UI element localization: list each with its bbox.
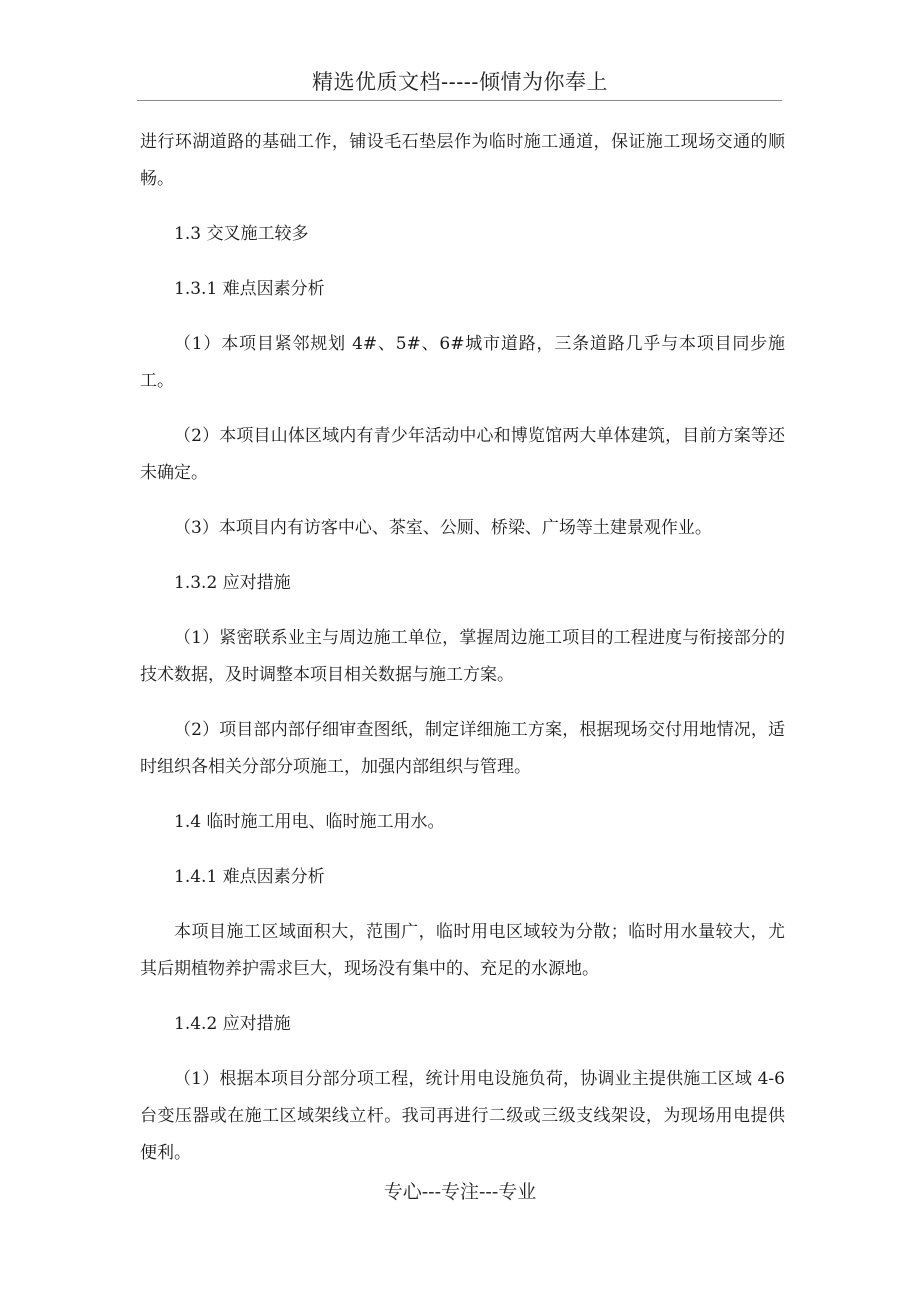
document-body [140, 124, 785, 1190]
paragraph-1-3-1-item-1: （1）本项目紧邻规划 4#、5#、6#城市道路，三条道路几乎与本项目同步施工。 [140, 334, 785, 391]
section-heading-1-4: 1.4 临时施工用电、临时施工用水。 [174, 812, 445, 832]
subsection-heading-1-3-1: 1.3.1 难点因素分析 [174, 279, 325, 299]
page-header-title: 精选优质文档-----倾情为你奉上 [312, 70, 608, 94]
paragraph-1-3-2-item-2: （2）项目部内部仔细审查图纸，制定详细施工方案，根据现场交付用地情况，适时组织各相关分部分项施工，加强内部组织与管理。 [140, 720, 785, 777]
paragraph-continuation: 进行环湖道路的基础工作，铺设毛石垫层作为临时施工通道，保证施工现场交通的顺畅。 [140, 132, 785, 189]
page-footer: 专心---专注---专业 [383, 1181, 537, 1203]
section-heading-1-3: 1.3 交叉施工较多 [174, 224, 309, 244]
paragraph-1-4-1-body: 本项目施工区域面积大，范围广，临时用电区域较为分散；临时用水量较大，尤其后期植物养护需求巨大，现场没有集中的、充足的水源地。 [140, 922, 785, 979]
paragraph-1-3-1-item-3: （3）本项目内有访客中心、茶室、公厕、桥梁、广场等土建景观作业。 [174, 518, 712, 538]
paragraph-1-3-2-item-1: （1）紧密联系业主与周边施工单位，掌握周边施工项目的工程进度与衔接部分的技术数据，及时调整本项目相关数据与施工方案。 [140, 628, 785, 685]
subsection-heading-1-4-2: 1.4.2 应对措施 [174, 1014, 291, 1034]
subsection-heading-1-3-2: 1.3.2 应对措施 [174, 573, 291, 593]
header-divider [137, 100, 782, 101]
paragraph-1-3-1-item-2: （2）本项目山体区域内有青少年活动中心和博览馆两大单体建筑，目前方案等还未确定。 [140, 426, 785, 483]
subsection-heading-1-4-1: 1.4.1 难点因素分析 [174, 867, 325, 887]
paragraph-1-4-2-item-1: （1）根据本项目分部分项工程，统计用电设施负荷，协调业主提供施工区域 4-6 台变压器或在施工区域架线立杆。我司再进行二级或三级支线架设，为现场用电提供便利。 [140, 1069, 785, 1163]
